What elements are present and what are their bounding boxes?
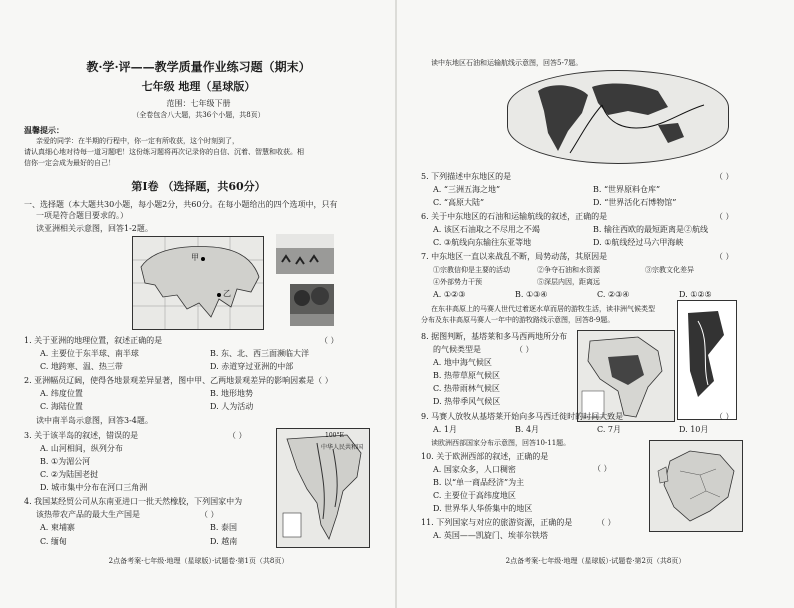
- option-b[interactable]: B. 以“单一商品经济”为主: [433, 478, 525, 487]
- reason-item: ④外部势力干预: [433, 278, 482, 286]
- option-a[interactable]: A. 纬度位置: [40, 389, 83, 398]
- option-a[interactable]: A. ①②③: [433, 290, 466, 299]
- option-a[interactable]: A. 地中海气候区: [433, 358, 492, 367]
- option-b[interactable]: B. 输往西欧的最短距离是②航线: [593, 225, 708, 234]
- map-intro: 读中南半岛示意图，回答3-4题。: [36, 416, 153, 425]
- question-8-stem: 8. 据图判断，基塔莱和多马西两地所分布: [421, 332, 568, 341]
- option-c[interactable]: C. 地跨寒、温、热三带: [40, 362, 123, 371]
- longitude-label: 100°E: [325, 432, 344, 439]
- question-10-stem: 10. 关于欧洲西部的叙述，正确的是: [421, 452, 549, 461]
- option-d[interactable]: D. 赤道穿过亚洲的中部: [210, 362, 294, 371]
- map-intro: 读中东地区石油和运输航线示意图，回答5-7题。: [431, 59, 583, 67]
- exam-subtitle: 七年级 地理（星球版）: [141, 80, 256, 93]
- question-4-stem: 该热带农产品的最大生产国是: [36, 510, 140, 519]
- answer-blank[interactable]: （ ）: [715, 412, 734, 421]
- option-c[interactable]: C. 海陆位置: [40, 402, 83, 411]
- option-a[interactable]: A. 国家众多，人口稠密: [433, 465, 516, 474]
- answer-blank[interactable]: （ ）: [515, 345, 534, 354]
- question-9-stem: 9. 马赛人放牧从基塔莱开始向多马西迁徙时的时间大致是: [421, 412, 624, 421]
- answer-blank[interactable]: （ ）: [228, 431, 247, 440]
- question-3-stem: 3. 关于该半岛的叙述，错误的是: [24, 431, 139, 440]
- option-b[interactable]: B. “世界原料仓库”: [593, 185, 661, 194]
- question-2-stem: 2. 亚洲幅员辽阔，使得各地景观差异显著，图中甲、乙两地景观差异的影响因素是（ ）: [24, 376, 333, 385]
- map-intro: 读亚洲相关示意图，回答1-2题。: [36, 224, 153, 233]
- exam-scope: 范围：七年级下册: [166, 99, 231, 108]
- answer-blank[interactable]: （ ）: [200, 510, 219, 519]
- option-d[interactable]: D. 世界华人华侨集中的地区: [433, 504, 533, 513]
- option-c[interactable]: C. ③航线向东输往东亚等地: [433, 238, 532, 247]
- map-label-yi: 乙: [223, 289, 231, 298]
- africa-intro: 在东非高原上的马赛人世代过着逐水草而居的游牧生活，读非洲气候类型: [431, 305, 655, 313]
- europe-intro: 读欧洲西部国家分布示意图，回答10-11题。: [431, 439, 571, 447]
- reason-item: ③宗教文化差异: [645, 266, 694, 274]
- option-b[interactable]: B. ①为湄公河: [40, 457, 91, 466]
- reason-item: ⑤深层内因，距离远: [537, 278, 600, 286]
- exam-title: 教·学·评——教学质量作业练习题（期末）: [86, 60, 311, 74]
- answer-blank[interactable]: （ ）: [593, 464, 612, 473]
- option-b[interactable]: B. 东、北、西三面濒临大洋: [210, 349, 309, 358]
- option-b[interactable]: B. ①③④: [515, 290, 548, 299]
- option-b[interactable]: B. 泰国: [210, 523, 237, 532]
- question-8-stem: 的气候类型是: [433, 345, 481, 354]
- option-a[interactable]: A. 主要位于东半球、南半球: [40, 349, 139, 358]
- option-d[interactable]: D. 城市集中分布在河口三角洲: [40, 483, 148, 492]
- option-a[interactable]: A. 山河相间，纵列分布: [40, 444, 123, 453]
- question-11-stem: 11. 下列国家与对应的旅游资源，正确的是: [421, 518, 573, 527]
- reason-item: ②争夺石油和水资源: [537, 266, 600, 274]
- option-c[interactable]: C. “高原大陆”: [433, 198, 485, 207]
- option-c[interactable]: C. ②为陆国老挝: [40, 470, 99, 479]
- option-d[interactable]: D. 人为活动: [210, 402, 254, 411]
- exam-scope-note: （全卷包含八大题，共36个小题，共8页）: [132, 111, 265, 119]
- option-b[interactable]: B. 地形地势: [210, 389, 253, 398]
- option-b[interactable]: B. 4月: [515, 425, 540, 434]
- africa-intro: 分布及东非高原马赛人一年中的游牧路线示意图，回答8-9题。: [421, 316, 615, 324]
- question-6-stem: 6. 关于中东地区的石油和运输航线的叙述，正确的是: [421, 212, 608, 221]
- option-d[interactable]: D. 10月: [679, 425, 709, 434]
- reason-item: ①宗教信仰是主要的活动: [433, 266, 510, 274]
- asia-map-drawing: [133, 237, 263, 329]
- indochina-map: [276, 428, 370, 548]
- option-d[interactable]: D. 越南: [210, 537, 238, 546]
- tips-line: 请认真细心地对待每一道习题吧！这份练习题将再次记录你的自信、沉着、智慧和收获。相: [24, 148, 304, 156]
- map-label-jia: 甲: [191, 253, 199, 262]
- question-7-stem: 7. 中东地区一直以来战乱不断，局势动荡，其原因是: [421, 252, 608, 261]
- option-c[interactable]: C. 7月: [597, 425, 622, 434]
- question-1-stem: 1. 关于亚洲的地理位置，叙述正确的是: [24, 336, 163, 345]
- option-c[interactable]: C. ②③④: [597, 290, 630, 299]
- section-instructions: 一项是符合题目要求的。）: [36, 211, 128, 220]
- country-label: 中华人民共和国: [321, 444, 364, 451]
- page-footer: 2点备考案·七年级·地理（星球版）·试题卷·第1页（共8页）: [108, 557, 289, 565]
- option-c[interactable]: C. 主要位于高纬度地区: [433, 491, 516, 500]
- option-a[interactable]: A. 英国——凯旋门、埃菲尔铁塔: [433, 531, 548, 540]
- east-africa-route-map: [677, 300, 737, 420]
- route-map-drawing: [678, 301, 736, 419]
- option-d[interactable]: D. “世界活化石博物馆”: [593, 198, 677, 207]
- answer-blank[interactable]: （ ）: [715, 172, 734, 181]
- tips-title: 温馨提示：: [24, 125, 64, 135]
- europe-map: [649, 440, 743, 532]
- option-d[interactable]: D. ①航线经过马六甲海峡: [593, 238, 684, 247]
- question-4-stem: 4. 我国某经贸公司从东南亚进口一批天然橡胶，下列国家中为: [24, 497, 243, 506]
- middle-east-oil-route-map: [507, 70, 729, 164]
- option-d[interactable]: D. 热带季风气候区: [433, 397, 501, 406]
- answer-blank[interactable]: （ ）: [715, 212, 734, 221]
- section-instructions: 一、选择题（本大题共30小题，每小题2分，共60分。在每小题给出的四个选项中，只有: [24, 200, 338, 209]
- option-a[interactable]: A. 该区石油取之不尽用之不竭: [433, 225, 540, 234]
- europe-map-drawing: [650, 441, 742, 531]
- option-a[interactable]: A. “三洲五海之地”: [433, 185, 501, 194]
- world-map-drawing: [508, 71, 728, 163]
- asia-map: [132, 236, 264, 330]
- tips-line: 亲爱的同学：在半期的行程中，你一定有所收获，这个时刻到了，: [36, 137, 239, 145]
- option-d[interactable]: D. ①②⑤: [679, 290, 712, 299]
- answer-blank[interactable]: （ ）: [715, 252, 734, 261]
- option-a[interactable]: A. 1月: [433, 425, 457, 434]
- answer-blank[interactable]: （ ）: [320, 336, 339, 345]
- part-title: 第Ⅰ卷 （选择题，共60分）: [131, 180, 266, 193]
- answer-blank[interactable]: （ ）: [597, 518, 616, 527]
- option-a[interactable]: A. 柬埔寨: [40, 523, 75, 532]
- africa-map-drawing: [578, 331, 674, 421]
- option-c[interactable]: C. 热带雨林气候区: [433, 384, 500, 393]
- africa-climate-map: [577, 330, 675, 422]
- tips-line: 信你一定会成为最好的自己！: [24, 159, 115, 167]
- option-c[interactable]: C. 缅甸: [40, 537, 67, 546]
- page-footer: 2点备考案·七年级·地理（星球版）·试题卷·第2页（共8页）: [505, 557, 686, 565]
- question-5-stem: 5. 下列描述中东地区的是: [421, 172, 512, 181]
- option-b[interactable]: B. 热带草原气候区: [433, 371, 500, 380]
- reindeer-landscape-photo: [276, 234, 334, 274]
- tropical-landscape-photo: [290, 284, 334, 326]
- exam-page-2: [397, 0, 794, 608]
